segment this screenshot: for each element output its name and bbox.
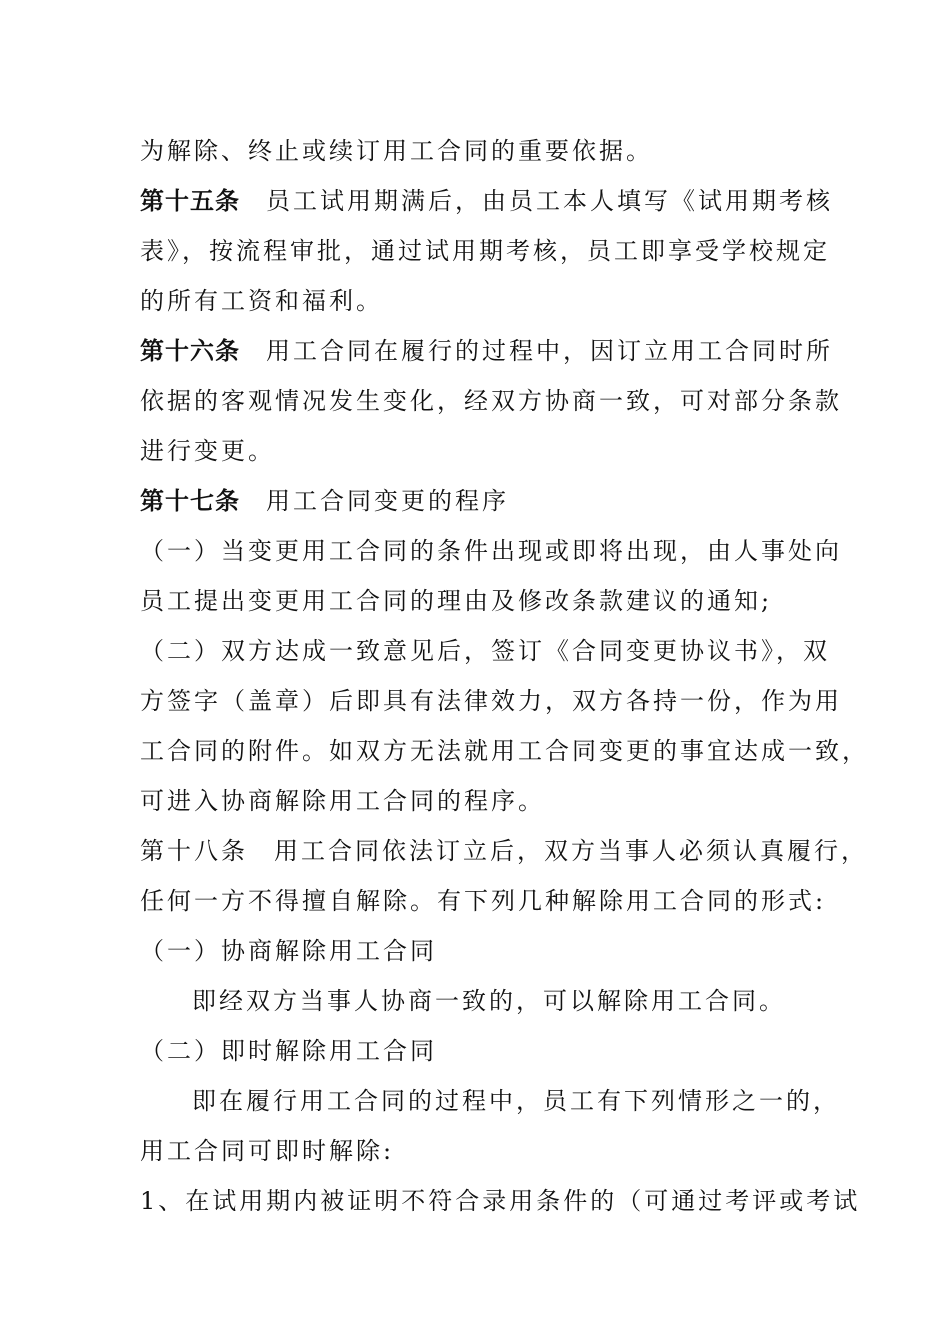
article-17-heading: 第十七条 [140,486,240,515]
article-16-text: 用工合同在履行的过程中，因订立用工合同时所 [266,337,833,365]
paragraph-line: （二）双方达成一致意见后，签订《合同变更协议书》，双 [140,637,830,665]
paragraph-line: 为解除、终止或续订用工合同的重要依据。 [140,137,653,165]
paragraph-line: 的所有工资和福利。 [140,287,383,315]
article-17-text: 用工合同变更的程序 [266,487,509,515]
paragraph-line: 用工合同可即时解除: [140,1137,395,1165]
paragraph-line: 依据的客观情况发生变化，经双方协商一致，可对部分条款 [140,387,842,415]
paragraph-line: 即在履行用工合同的过程中，员工有下列情形之一的， [192,1087,840,1115]
article-15-text: 员工试用期满后，由员工本人填写《试用期考核 [266,187,833,215]
article-18-heading: 第十八条 [140,837,248,865]
paragraph-line: 即经双方当事人协商一致的，可以解除用工合同。 [192,987,786,1015]
paragraph-line: 方签字（盖章）后即具有法律效力，双方各持一份，作为用 [140,687,842,715]
article-17-line [140,486,509,516]
paragraph-line: 工合同的附件。如双方无法就用工合同变更的事宜达成一致， [140,737,869,765]
article-18-line [140,836,868,866]
paragraph-line: （一）当变更用工合同的条件出现或即将出现，由人事处向 [140,537,842,565]
article-18-text: 用工合同依法订立后，双方当事人必须认真履行， [274,837,868,865]
paragraph-line: （一）协商解除用工合同 [140,937,437,965]
paragraph-line: 任何一方不得擅自解除。有下列几种解除用工合同的形式: [140,887,827,915]
article-16-line [140,336,833,366]
paragraph-line: 员工提出变更用工合同的理由及修改条款建议的通知; [140,587,773,615]
article-16-heading: 第十六条 [140,336,240,365]
article-15-heading: 第十五条 [140,186,240,215]
paragraph-line: 1、在试用期内被证明不符合录用条件的（可通过考评或考试 [140,1187,861,1215]
paragraph-line: 可进入协商解除用工合同的程序。 [140,787,545,815]
paragraph-line: 进行变更。 [140,437,275,465]
paragraph-line: （二）即时解除用工合同 [140,1037,437,1065]
paragraph-line: 表》，按流程审批，通过试用期考核，员工即享受学校规定 [140,237,830,265]
article-15-line [140,186,833,216]
